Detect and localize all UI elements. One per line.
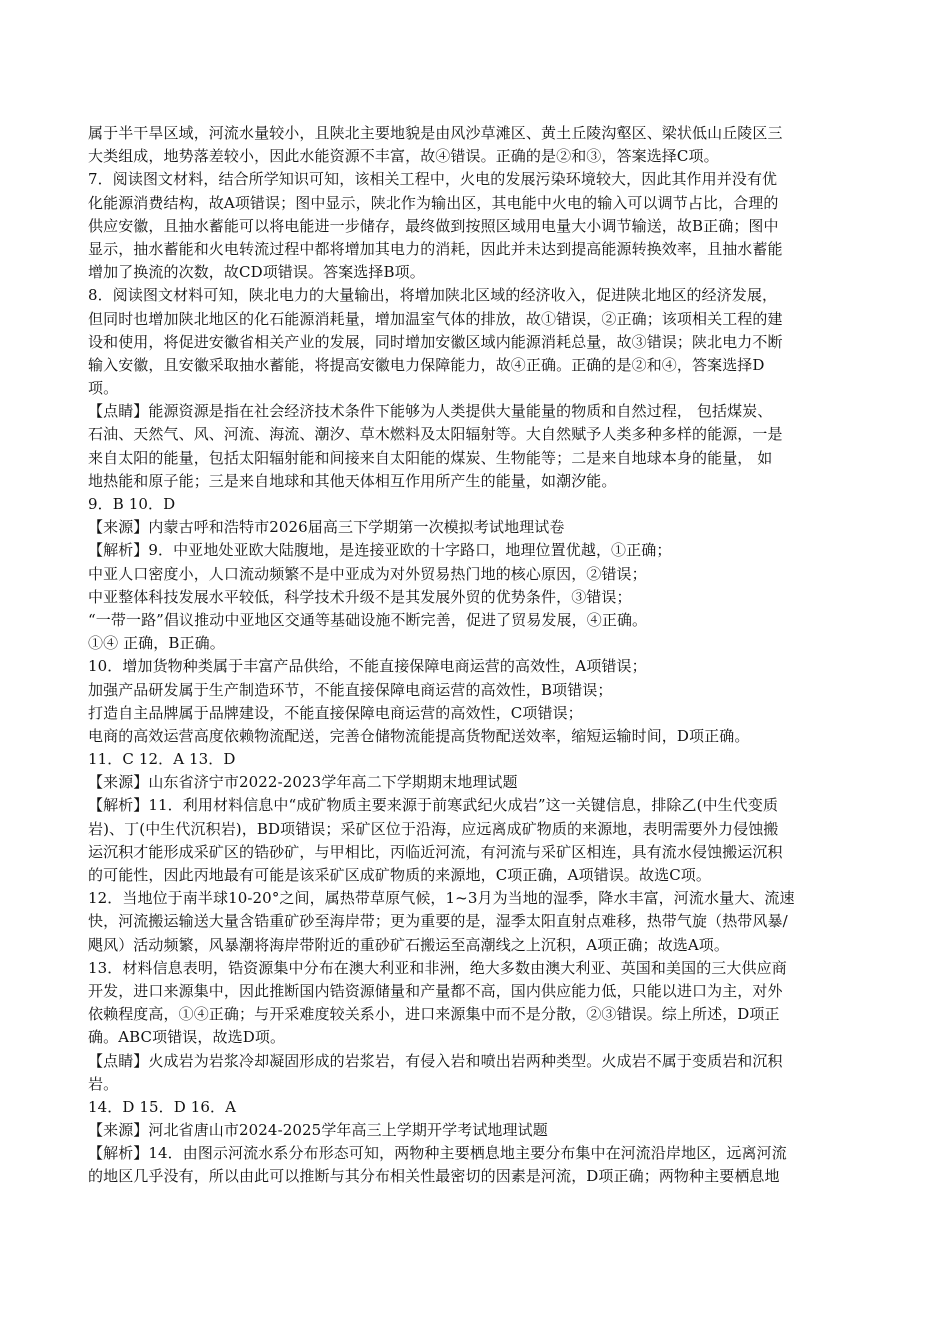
text-line: 确。ABC项错误，故选D项。 (88, 1028, 286, 1047)
text-line: 飓风）活动频繁，风暴潮将海岸带附近的重砂矿石搬运至高潮线之上沉积，A项正确；故选A项。 (88, 935, 729, 954)
text-line: 中亚整体科技发展水平较低，科学技术升级不是其发展外贸的优势条件，③错误； (88, 587, 632, 606)
text-line: 【解析】9．中亚地处亚欧大陆腹地，是连接亚欧的十字路口，地理位置优越，①正确； (88, 541, 672, 560)
text-line: 12．当地位于南半球10-20°之间，属热带草原气候，1~3月为当地的湿季，降水丰富，河流水量大、流速 (88, 889, 795, 908)
text-line: 电商的高效运营高度依赖物流配送，完善仓储物流能提高货物配送效率，缩短运输时间，D项正确。 (88, 726, 750, 745)
text-line: 大类组成，地势落差较小，因此水能资源不丰富，故④错误。正确的是②和③，答案选择C项。 (88, 147, 719, 166)
text-line: ①④ 正确，B正确。 (88, 634, 225, 653)
text-line: 【来源】山东省济宁市2022-2023学年高二下学期期末地理试题 (88, 773, 518, 792)
text-line: 9．B 10．D (88, 495, 176, 513)
text-line: 加强产品研发属于生产制造环节，不能直接保障电商运营的高效性，B项错误； (88, 680, 613, 699)
text-line: 属于半干旱区域，河流水量较小，且陕北主要地貌是由风沙草滩区、黄土丘陵沟壑区、梁状低山丘陵区三 (88, 124, 783, 142)
text-line: 【点睛】能源资源是指在社会经济技术条件下能够为人类提供大量能量的物质和自然过程， 包括煤炭、 (88, 402, 773, 421)
text-line: 【点睛】火成岩为岩浆冷却凝固形成的岩浆岩，有侵入岩和喷出岩两种类型。火成岩不属于变质岩和沉积 (88, 1051, 783, 1070)
text-line: 化能源消费结构，故A项错误；图中显示，陕北作为输出区，其电能中火电的输入可以调节占比，合理的 (88, 193, 779, 212)
text-line: 但同时也增加陕北地区的化石能源消耗量，增加温室气体的排放，故①错误，②正确；该项相关工程的建 (88, 309, 783, 328)
text-line: “一带一路”倡议推动中亚地区交通等基础设施不断完善，促进了贸易发展，④正确。 (88, 610, 648, 629)
text-line: 地热能和原子能；三是来自地球和其他天体相互作用所产生的能量，如潮汐能。 (88, 471, 617, 490)
text-line: 的可能性，因此丙地最有可能是该采矿区成矿物质的来源地，C项正确，A项错误。故选C项。 (88, 866, 711, 884)
text-line: 【来源】内蒙古呼和浩特市2026届高三下学期第一次模拟考试地理试卷 (88, 518, 565, 537)
text-line: 来自太阳的能量，包括太阳辐射能和间接来自太阳能的煤炭、生物能等；二是来自地球本身的能量， 如 (88, 448, 773, 467)
text-line: 打造自主品牌属于品牌建设，不能直接保障电商运营的高效性，C项错误； (88, 703, 583, 722)
text-line: 中亚人口密度小，人口流动频繁不是中亚成为对外贸易热门地的核心原因，②错误； (88, 564, 647, 583)
text-line: 项。 (88, 379, 119, 398)
text-line: 输入安徽，且安徽采取抽水蓄能，将提高安徽电力保障能力，故④正确。正确的是②和④，答案选择D (88, 355, 765, 374)
text-line: 岩)、丁(中生代沉积岩)，BD项错误；采矿区位于沿海，应远离成矿物质的来源地，表明需要外力侵蚀搬 (88, 819, 779, 838)
text-line: 的地区几乎没有，所以由此可以推断与其分布相关性最密切的因素是河流，D项正确；两物种主要栖息地 (88, 1167, 780, 1186)
text-line: 供应安徽，且抽水蓄能可以将电能进一步储存，最终做到按照区域用电量大小调节输送，故B正确；图中 (88, 216, 779, 235)
text-line: 运沉积才能形成采矿区的锆砂矿，与甲相比，丙临近河流，有河流与采矿区相连，具有流水侵蚀搬运沉积 (88, 842, 783, 861)
text-line: 【解析】11．利用材料信息中“成矿物质主要来源于前寒武纪火成岩”这一关键信息，排除乙(中生代变质 (88, 796, 779, 815)
text-line: 14．D 15．D 16．A (88, 1097, 237, 1116)
text-line: 8．阅读图文材料可知，陕北电力的大量输出，将增加陕北区域的经济收入，促进陕北地区的经济发展， (88, 286, 778, 305)
document-page (88, 122, 866, 1189)
text-line: 石油、天然气、风、河流、海流、潮汐、草木燃料及太阳辐射等。大自然赋予人类多种多样的能源，一是 (88, 425, 783, 444)
text-line: 岩。 (88, 1074, 119, 1093)
text-line: 【解析】14．由图示河流水系分布形态可知，两物种主要栖息地主要分布集中在河流沿岸地区，远离河流 (88, 1144, 787, 1163)
text-line: 设和使用，将促进安徽省相关产业的发展，同时增加安徽区域内能源消耗总量，故③错误；陕北电力不断 (88, 332, 783, 351)
text-line: 开发，进口来源集中，因此推断国内锆资源储量和产量都不高，国内供应能力低，只能以进口为主，对外 (88, 981, 783, 1000)
text-line: 7．阅读图文材料，结合所学知识可知，该相关工程中，火电的发展污染环境较大，因此其作用并没有优 (88, 170, 778, 189)
text-line: 13．材料信息表明，锆资源集中分布在澳大利亚和非洲，绝大多数由澳大利亚、英国和美国的三大供应商 (88, 958, 787, 977)
text-line: 增加了换流的次数，故CD项错误。答案选择B项。 (88, 263, 425, 282)
text-line: 11．C 12．A 13．D (88, 750, 236, 769)
text-line: 10．增加货物种类属于丰富产品供给，不能直接保障电商运营的高效性，A项错误； (88, 657, 647, 676)
text-line: 【来源】河北省唐山市2024-2025学年高三上学期开学考试地理试题 (88, 1121, 548, 1140)
text-line: 依赖程度高，①④正确；与开采难度较关系小，进口来源集中而不是分散，②③错误。综上所述，D项正 (88, 1005, 780, 1024)
text-line: 显示，抽水蓄能和火电转流过程中都将增加其电力的消耗，因此并未达到提高能源转换效率，且抽水蓄能 (88, 239, 783, 258)
text-line: 快，河流搬运输送大量含锆重矿砂至海岸带；更为重要的是，湿季太阳直射点难移，热带气旋（热带风暴/ (88, 912, 788, 931)
